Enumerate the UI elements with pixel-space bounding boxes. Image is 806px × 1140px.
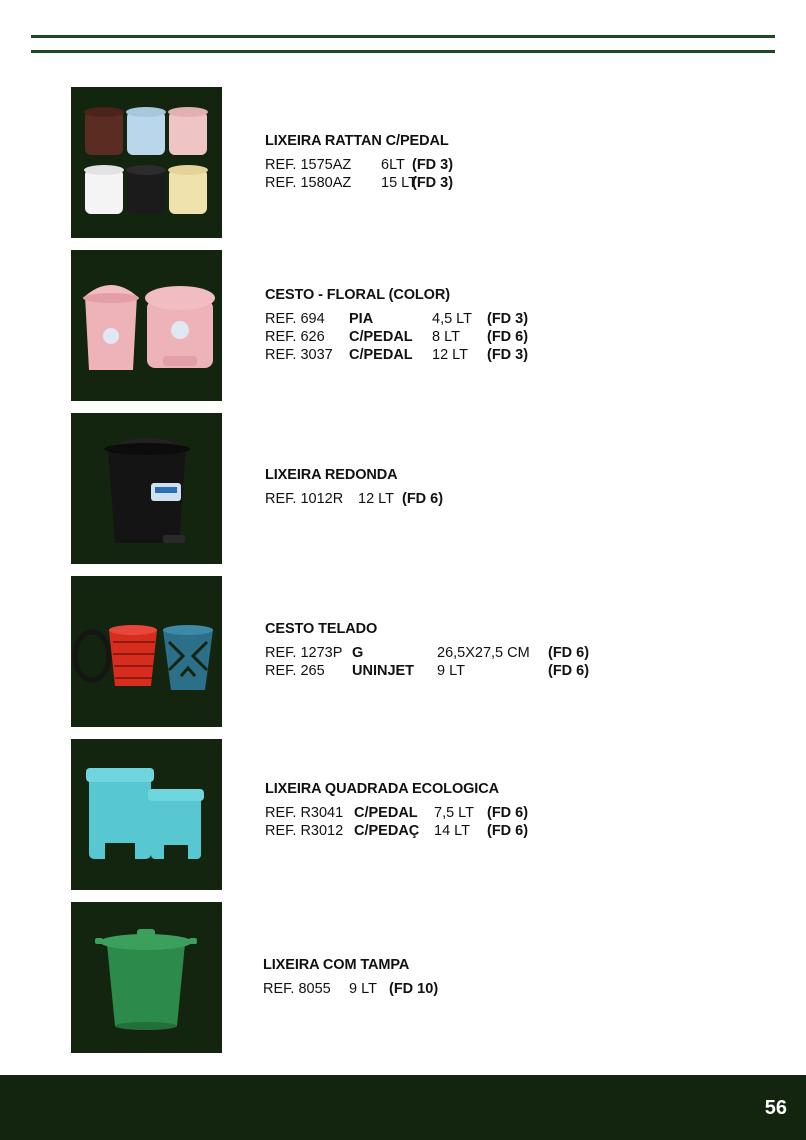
product-image-lidded bbox=[71, 902, 222, 1053]
ref-fd: (FD 3) bbox=[487, 311, 529, 327]
ref-type: C/PEDAÇ bbox=[354, 823, 420, 839]
ref-size: 26,5X27,5 CM bbox=[437, 645, 530, 661]
ref-code: REF. 1580AZ bbox=[265, 175, 352, 191]
ref-fd: (FD 6) bbox=[487, 823, 529, 839]
ref-type: C/PEDAL bbox=[354, 805, 418, 821]
ref-fd: (FD 3) bbox=[412, 175, 454, 191]
ref-code: REF. 8055 bbox=[263, 981, 331, 997]
ref-size: 12 LT bbox=[358, 491, 395, 507]
ref-row bbox=[265, 490, 444, 508]
ref-row bbox=[265, 804, 529, 822]
page-number: 56 bbox=[764, 1097, 787, 1119]
ref-size: 4,5 LT bbox=[432, 311, 473, 327]
ref-code: REF. 626 bbox=[265, 329, 325, 345]
top-rule-secondary bbox=[31, 50, 775, 53]
mesh-baskets-icon bbox=[71, 576, 222, 727]
ref-type: C/PEDAL bbox=[349, 347, 413, 363]
floral-bins-icon bbox=[71, 250, 222, 401]
product-title: LIXEIRA COM TAMPA bbox=[263, 957, 410, 973]
ref-fd: (FD 6) bbox=[402, 491, 444, 507]
ref-type: PIA bbox=[349, 311, 374, 327]
ref-row bbox=[265, 662, 590, 680]
product-info-round bbox=[265, 466, 444, 508]
ref-fd: (FD 6) bbox=[487, 805, 529, 821]
product-title: CESTO TELADO bbox=[265, 621, 378, 637]
ref-size: 8 LT bbox=[432, 329, 460, 345]
product-image-mesh bbox=[71, 576, 222, 727]
ref-code: REF. 3037 bbox=[265, 347, 333, 363]
product-info-mesh bbox=[265, 620, 590, 680]
product-title: LIXEIRA REDONDA bbox=[265, 467, 398, 483]
square-eco-bins-icon bbox=[71, 739, 222, 890]
product-image-rattan bbox=[71, 87, 222, 238]
product-image-round bbox=[71, 413, 222, 564]
ref-size: 15 LT bbox=[381, 175, 418, 191]
ref-code: REF. 265 bbox=[265, 663, 325, 679]
ref-size: 9 LT bbox=[437, 663, 465, 679]
ref-code: REF. 694 bbox=[265, 311, 325, 327]
ref-row bbox=[265, 644, 590, 662]
ref-fd: (FD 6) bbox=[548, 663, 590, 679]
product-title: LIXEIRA QUADRADA ECOLOGICA bbox=[265, 781, 499, 797]
ref-size: 9 LT bbox=[349, 981, 377, 997]
ref-row bbox=[265, 156, 454, 174]
ref-type: G bbox=[352, 645, 364, 661]
ref-fd: (FD 3) bbox=[487, 347, 529, 363]
ref-fd: (FD 3) bbox=[412, 157, 454, 173]
ref-code: REF. R3012 bbox=[265, 823, 344, 839]
ref-row bbox=[265, 174, 454, 192]
footer-bar bbox=[0, 1075, 806, 1140]
product-title: LIXEIRA RATTAN C/PEDAL bbox=[265, 133, 449, 149]
ref-type: UNINJET bbox=[352, 663, 415, 679]
ref-size: 6LT bbox=[381, 157, 405, 173]
product-image-floral bbox=[71, 250, 222, 401]
rattan-pedal-bins-icon bbox=[71, 87, 222, 238]
ref-row bbox=[263, 980, 439, 998]
ref-type: C/PEDAL bbox=[349, 329, 413, 345]
product-info-rattan bbox=[265, 132, 454, 192]
product-title: CESTO - FLORAL (COLOR) bbox=[265, 287, 450, 303]
product-info-lidded bbox=[263, 956, 439, 998]
ref-row bbox=[265, 310, 529, 328]
lidded-bin-icon bbox=[71, 902, 222, 1053]
ref-row bbox=[265, 346, 529, 364]
ref-row bbox=[265, 822, 529, 840]
product-image-square-eco bbox=[71, 739, 222, 890]
ref-code: REF. 1273P bbox=[265, 645, 343, 661]
ref-code: REF. 1575AZ bbox=[265, 157, 352, 173]
ref-code: REF. 1012R bbox=[265, 491, 344, 507]
ref-size: 7,5 LT bbox=[434, 805, 475, 821]
ref-fd: (FD 6) bbox=[487, 329, 529, 345]
ref-code: REF. R3041 bbox=[265, 805, 344, 821]
product-info-square-eco bbox=[265, 780, 529, 840]
product-info-floral bbox=[265, 286, 529, 364]
top-rule bbox=[31, 35, 775, 38]
ref-row bbox=[265, 328, 529, 346]
ref-fd: (FD 10) bbox=[389, 981, 439, 997]
ref-size: 14 LT bbox=[434, 823, 471, 839]
round-bin-icon bbox=[71, 413, 222, 564]
ref-size: 12 LT bbox=[432, 347, 469, 363]
ref-fd: (FD 6) bbox=[548, 645, 590, 661]
